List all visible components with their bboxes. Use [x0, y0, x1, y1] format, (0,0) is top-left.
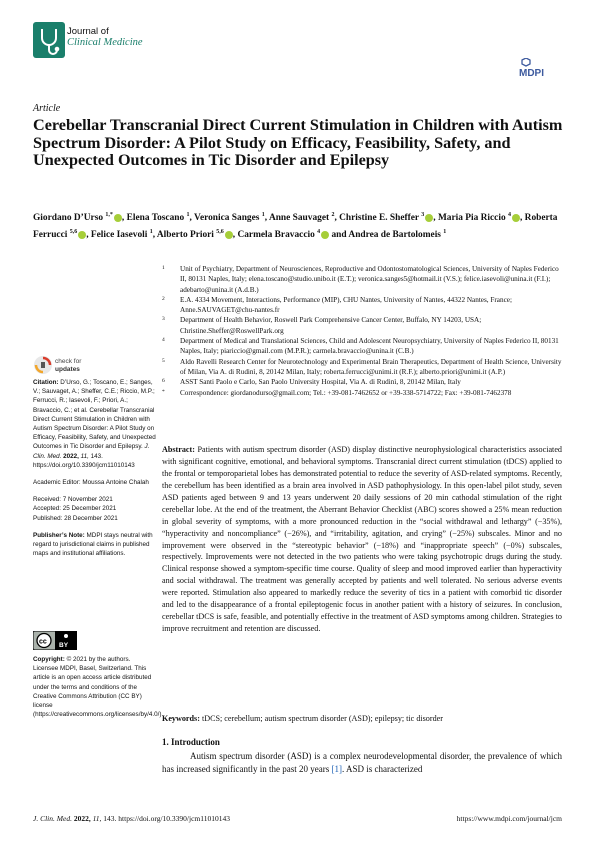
author-affiliation-sup: 4 [317, 229, 321, 236]
author-name[interactable]: Alberto Priori $^{5,6}$ [156, 229, 224, 241]
author-name[interactable]: Giordano D’Urso $^{1,*}$ [33, 212, 113, 224]
affiliation-text: Unit of Psychiatry, Department of Neurosciences, Reproductive and Odontostomatological Sciences, University of Naples Federico II, 80131 Naples, Italy; elena.toscano@studio.unibo.it (E.T.); veronica.sanges5@hotmail.it (V.S.); felice.iasevoli@unina.it (F.I.); adebarto@unina.it (A.d.B.) [180, 265, 559, 294]
affiliation-item [162, 295, 562, 316]
author-affiliation-sup: 5,6 [216, 229, 224, 236]
affiliation-text: ASST Santi Paolo e Carlo, San Paolo University Hospital, Via A. di Rudinì, 8, 20142 Milan, Italy [180, 378, 461, 387]
citation-link[interactable]: [1] [331, 764, 342, 774]
author-name[interactable]: Maria Pia Riccio $^4$ [437, 212, 511, 224]
affiliations [162, 264, 562, 398]
svg-text:BY: BY [59, 642, 69, 649]
affiliation-number: 4 [162, 337, 165, 344]
orcid-icon[interactable] [78, 231, 86, 239]
section-heading: 1. Introduction [162, 737, 220, 747]
intro-paragraph: Autism spectrum disorder (ASD) is a complex neurodevelopmental disorder, the prevalence of which has increased significantly in the past 20 years [1]. ASD is characterized [162, 751, 562, 774]
author-affiliation-sup: 2 [331, 212, 335, 218]
author-affiliation-sup: 4 [507, 212, 511, 218]
mdpi-logo-icon [518, 58, 562, 78]
affiliation-item [162, 315, 562, 336]
received-date: Received: 7 November 2021 [33, 496, 113, 504]
author-list: Giordano D’Urso $^{1,*}$ , Elena Toscano $^1$, Veronica Sanges $^1$, Anne Sauvaget $^2$, Christine E. Sheffer $^3$ , Maria Pia Riccio $^4$ , Roberta Ferrucci $^{5,6}$ , Felice Iasevoli $^1$, Alberto Priori $^{5,6}$ , Carmela Bravaccio $^4$ and Andrea de Bartolomeis $^1$ [33, 212, 558, 241]
orcid-icon[interactable] [425, 214, 433, 222]
article-type: Article [33, 103, 61, 114]
author-name[interactable]: Carmela Bravaccio $^4$ [237, 229, 321, 241]
publisher-note: Publisher’s Note: MDPI stays neutral with regard to jurisdictional claims in published maps and institutional affiliations. [33, 531, 153, 558]
author-name[interactable]: Andrea de Bartolomeis $^1$ [348, 229, 447, 241]
author-name[interactable]: Roberta Ferrucci $^{5,6}$ [33, 213, 558, 241]
affiliation-number: 3 [162, 316, 165, 323]
author-name[interactable]: Felice Iasevoli $^1$ [90, 229, 153, 241]
orcid-icon[interactable] [114, 214, 122, 222]
affiliation-item [162, 264, 562, 295]
check-for-updates-badge[interactable] [33, 354, 91, 376]
author-affiliation-sup: 5,6 [69, 229, 78, 236]
copyright-block: Copyright: © 2021 by the authors. Licensee MDPI, Basel, Switzerland. This article is an open access article distributed under the terms and conditions of the Creative Commons Attribution (CC BY) license (https://creativecommons.org/licenses/by/4.0/). [33, 656, 164, 719]
affiliation-number: 6 [162, 378, 165, 385]
sidebar-meta [33, 378, 157, 558]
affiliation-number: 5 [162, 357, 165, 364]
affiliation-item [162, 336, 562, 357]
journal-name-line2: Clinical Medicine [67, 37, 143, 48]
journal-name-line1: Journal of [67, 26, 109, 37]
check-updates-line2: updates [55, 366, 80, 373]
affiliation-item [162, 388, 562, 398]
author-affiliation-sup: 3 [421, 212, 425, 218]
accepted-date: Accepted: 25 December 2021 [33, 505, 117, 513]
affiliation-number: * [162, 388, 165, 395]
article-title: Cerebellar Transcranial Direct Current Stimulation in Children with Autism Spectrum Disorder: A Pilot Study on Efficacy, Feasibility, Safety, and Unexpected Outcomes in Tic Disorder and Epilepsy [33, 116, 563, 170]
author-affiliation-sup: 1 [443, 229, 447, 236]
affiliation-text: Department of Medical and Translational Sciences, Child and Adolescent Neuropsychiatry, University of Naples Federico II, 80131 Naples, Italy; piariccio@gmail.com (M.P.R.); carmela.bravaccio@unina.it (C.B.) [180, 337, 559, 356]
affiliation-item [162, 377, 562, 387]
author-affiliation-sup: 1,* [105, 212, 113, 218]
footer-journal-url[interactable]: https://www.mdpi.com/journal/jcm [456, 814, 562, 823]
academic-editor: Academic Editor: Moussa Antoine Chalah [33, 479, 149, 487]
affiliation-item [162, 357, 562, 378]
mdpi-logo-text: MDPI [519, 68, 544, 78]
keywords-label: Keywords: [162, 714, 200, 723]
abstract-text: Patients with autism spectrum disorder (ASD) display distinctive neurophysiological characteristics associated with significant cognitive, emotional, and behavioral symptoms. Transcranial direct current stimulation (tDCS) applied to the frontal or temporoparietal lobes has demonstrated potential to reduce the severity of ASD-related symptoms. Recently, the cerebellum has been identified as a brain area involved in ASD pathophysiology. In this open-label pilot study, seven ASD patients aged between 9 and 13 years underwent 20 daily sessions of 20 min cathodal stimulation of the right cerebellar lobe. At the end of the treatment, the Aberrant Behavior Checklist (ABC) scores showed a 25% mean reduction in global severity of symptoms, with a more pronounced reduction in the “social withdrawal and lethargy” (−35%), “hyperactivity and noncompliance” (−26%), and “irritability, agitation, and crying” (−25%) subscales. Minor and no improvement were observed in the “stereotypic behavior” (−18%) and “inappropriate speech” (−0%) subscales, respectively. Improvements were not detected in the two patients who were taking psychotropic drugs during the study. Clinical response showed a symptom-specific time course. Quality of sleep and mood improved earlier than hyperactivity and social withdrawal. The treatment was generally accepted by patients and well tolerated. No serious adverse events were reported. Stimulation also appeared to markedly reduce the severity of tics in a patient with comorbid tic disorder and led to the disappearance of a frontal epileptogenic focus in another patient with a history of seizures. In conclusion, cerebellar tDCS is safe, feasible, and potentially effective in the treatment of ASD symptoms among children. Strategies to improve recruitment and retention are discussed. [162, 445, 562, 634]
author-name[interactable]: Anne Sauvaget $^2$ [268, 212, 335, 224]
footer-citation: J. Clin. Med. 2022, 11, 143. https://doi.org/10.3390/jcm11010143 [33, 814, 230, 823]
citation-block: Citation: D’Urso, G.; Toscano, E.; Sanges, V.; Sauvaget, A.; Sheffer, C.E.; Riccio, M.P.; Ferrucci, R.; Iasevoli, F.; Priori, A.; Bravaccio, C.; et al. Cerebellar Transcranial Direct Current Stimulation in Children with Autism Spectrum Disorder: A Pilot Study on Efficacy, Feasibility, Safety, and Unexpected Outcomes in Tic Disorder and Epilepsy. J. Clin. Med. 2022, 11, 143. https://doi.org/10.3390/jcm11010143 [33, 379, 156, 469]
keywords [162, 714, 562, 723]
published-date: Published: 28 December 2021 [33, 514, 118, 522]
affiliation-text: Correspondence: giordanodurso@gmail.com; Tel.: +39-081-7462652 or +39-338-5714722; Fax: +39-081-7462378 [180, 388, 512, 397]
journal-logo-icon [33, 22, 65, 58]
affiliation-number: 1 [162, 265, 165, 271]
affiliation-text: Department of Health Behavior, Roswell Park Comprehensive Cancer Center, Buffalo, NY 14203, USA; Christine.Sheffer@RoswellPark.org [180, 316, 482, 335]
orcid-icon[interactable] [321, 231, 329, 239]
author-name[interactable]: Veronica Sanges $^1$ [194, 212, 265, 224]
svg-text:cc: cc [39, 638, 47, 646]
affiliation-text: E.A. 4334 Movement, Interactions, Performance (MIP), CHU Nantes, University of Nantes, 44322 Nantes, France; Anne.SAUVAGET@chu-nantes.fr [180, 295, 512, 315]
abstract-label: Abstract: [162, 445, 195, 454]
author-affiliation-sup: 1 [149, 229, 153, 236]
keywords-text: tDCS; cerebellum; autism spectrum disorder (ASD); epilepsy; tic disorder [201, 714, 443, 723]
affiliation-number: 2 [162, 295, 165, 302]
orcid-icon[interactable] [512, 214, 520, 222]
orcid-icon[interactable] [225, 231, 233, 239]
check-updates-line1: check for [55, 358, 82, 365]
author-affiliation-sup: 1 [186, 212, 190, 218]
author-name[interactable]: Christine E. Sheffer $^3$ [339, 212, 425, 224]
abstract [162, 444, 562, 635]
author-affiliation-sup: 1 [261, 212, 265, 218]
cc-by-license-icon[interactable] [33, 631, 77, 650]
author-name[interactable]: Elena Toscano $^1$ [126, 212, 190, 224]
affiliation-text: Aldo Ravelli Research Center for Neurotechnology and Experimental Brain Therapeutics, Department of Health Science, University of Milan, Via A. di Rudinì, 8, 20142 Milan, Italy; roberta.ferrucci@unimi.it (R.F.); alberto.priori@unimi.it (A.P.) [180, 357, 562, 376]
